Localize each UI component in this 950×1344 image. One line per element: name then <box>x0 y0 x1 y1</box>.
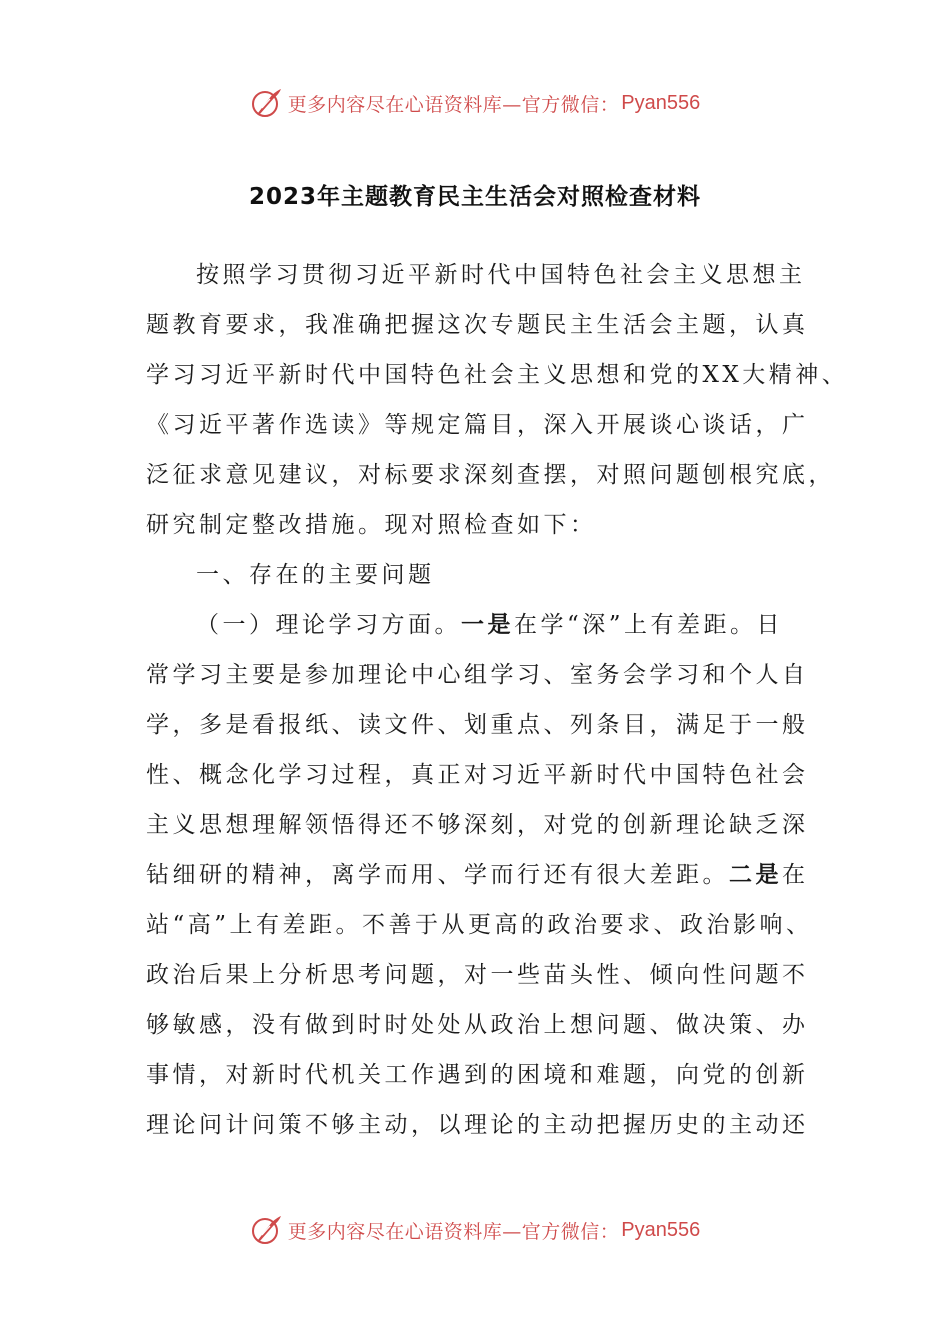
quill-logo-icon <box>250 1213 284 1247</box>
paragraph-line: 学习习近平新时代中国特色社会主义思想和党的XX大精神、 <box>146 362 849 388</box>
paragraph-line: 性、概念化学习过程，真正对习近平新时代中国特色社会 <box>146 762 809 788</box>
paragraph-line: 主义思想理解领悟得还不够深刻，对党的创新理论缺乏深 <box>146 812 809 838</box>
paragraph-line: 事情，对新时代机关工作遇到的困境和难题，向党的创新 <box>146 1062 809 1088</box>
subsection-lead: （一）理论学习方面。 <box>196 612 461 638</box>
paragraph-line: 站“高”上有差距。不善于从更高的政治要求、政治影响、 <box>146 912 813 938</box>
paragraph-line: 按照学习贯彻习近平新时代中国特色社会主义思想主 <box>196 262 806 288</box>
subsection-rest: 在学“深”上有差距。日 <box>514 612 784 638</box>
paragraph-line: 研究制定整改措施。现对照检查如下： <box>146 512 597 538</box>
watermark-text: 更多内容尽在心语资料库—官方微信： <box>287 93 620 116</box>
mixed-post: 在 <box>782 862 809 888</box>
section-heading: 一、存在的主要问题 <box>196 562 435 588</box>
watermark-wechat-id: Pyan556 <box>621 91 701 114</box>
paragraph-line: 政治后果上分析思考问题，对一些苗头性、倾向性问题不 <box>146 962 809 988</box>
mixed-pre: 钻细研的精神，离学而用、学而行还有很大差距。 <box>146 862 729 888</box>
paragraph-line <box>146 856 809 889</box>
watermark-wechat-id: Pyan556 <box>621 1218 701 1241</box>
watermark-text: 更多内容尽在心语资料库—官方微信： <box>287 1220 620 1243</box>
watermark-banner-bottom <box>0 1212 950 1248</box>
paragraph-line: 理论问计问策不够主动，以理论的主动把握历史的主动还 <box>146 1112 809 1138</box>
keyword-first: 一是 <box>461 612 514 638</box>
keyword-second: 二是 <box>729 862 782 888</box>
quill-logo-icon <box>250 86 284 120</box>
paragraph-line: 泛征求意见建议，对标要求深刻查摆，对照问题刨根究底， <box>146 462 835 488</box>
paragraph-line: 够敏感，没有做到时时处处从政治上想问题、做决策、办 <box>146 1012 809 1038</box>
paragraph-line: 学，多是看报纸、读文件、划重点、列条目，满足于一般 <box>146 712 809 738</box>
paragraph-line: 题教育要求，我准确把握这次专题民主生活会主题，认真 <box>146 312 809 338</box>
paragraph-line: 常学习主要是参加理论中心组学习、室务会学习和个人自 <box>146 662 809 688</box>
paragraph-line: 《习近平著作选读》等规定篇目，深入开展谈心谈话，广 <box>146 412 809 438</box>
watermark-banner-top <box>0 85 950 121</box>
document-title: 2023年主题教育民主生活会对照检查材料 <box>248 184 701 210</box>
subsection-line <box>196 606 783 639</box>
